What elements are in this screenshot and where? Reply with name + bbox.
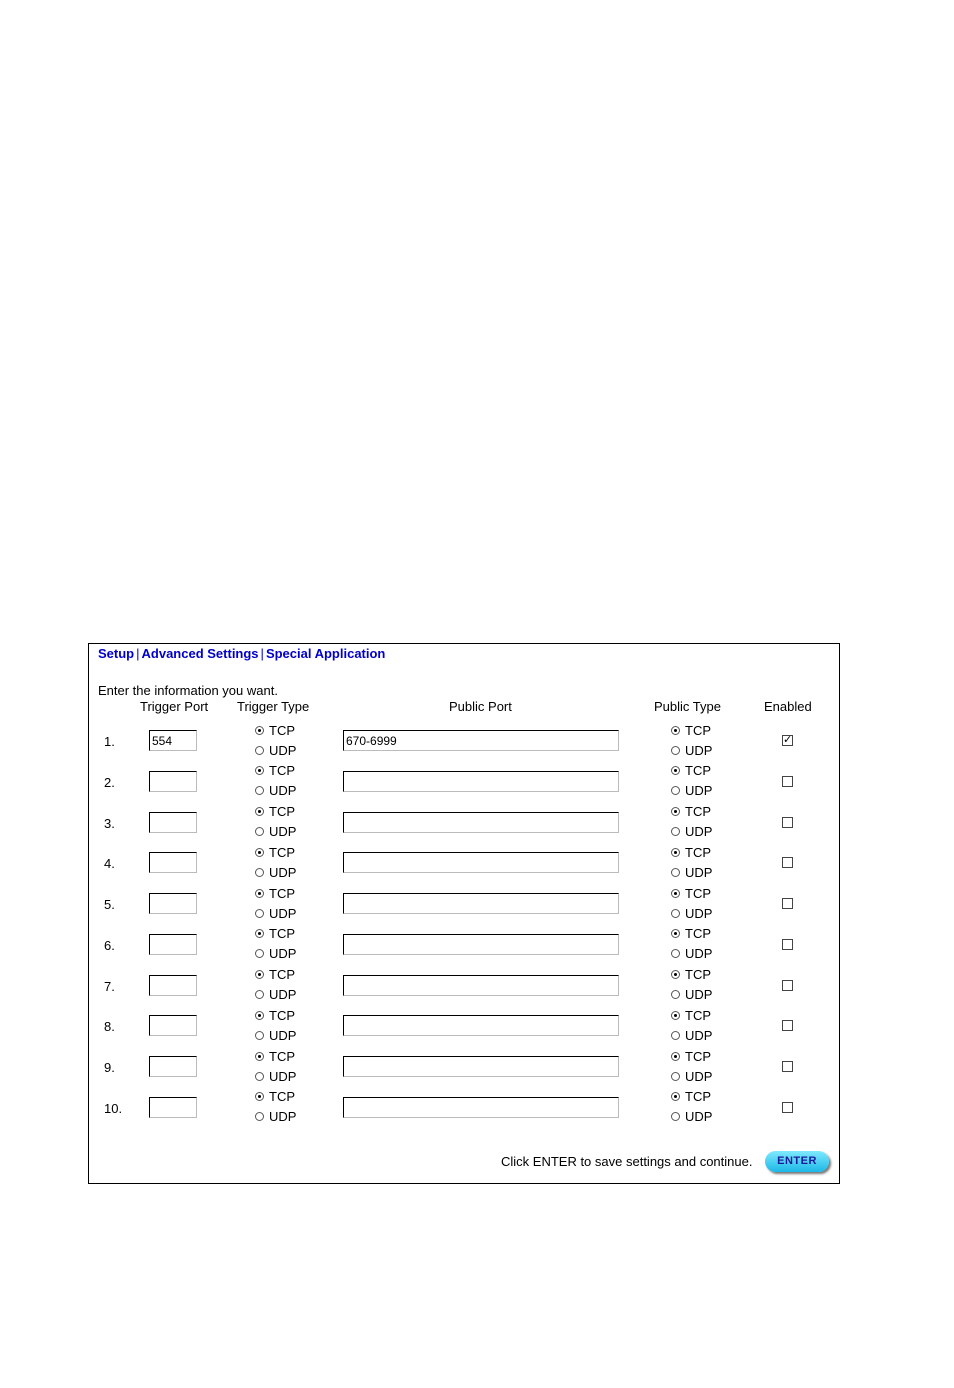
public-type-udp-radio[interactable] xyxy=(671,1068,712,1084)
header-enabled: Enabled xyxy=(764,699,812,714)
table-row xyxy=(89,924,841,965)
row-index: 7. xyxy=(104,978,115,994)
trigger-port-input[interactable] xyxy=(149,730,197,751)
table-row xyxy=(89,802,841,843)
radio-circle-icon[interactable] xyxy=(255,1112,264,1121)
radio-circle-icon[interactable] xyxy=(255,1092,264,1101)
radio-label: TCP xyxy=(685,967,711,982)
radio-label: TCP xyxy=(685,1089,711,1105)
trigger-type-tcp-radio[interactable] xyxy=(255,804,295,820)
radio-circle-icon[interactable] xyxy=(671,929,680,938)
trigger-type-tcp-radio[interactable] xyxy=(255,926,295,942)
trigger-type-udp-radio[interactable] xyxy=(255,824,296,840)
public-type-udp-radio[interactable] xyxy=(671,742,712,758)
radio-circle-icon[interactable] xyxy=(671,949,680,958)
public-type-tcp-radio[interactable] xyxy=(671,1007,711,1023)
enabled-checkbox[interactable] xyxy=(782,1102,793,1113)
radio-circle-icon[interactable] xyxy=(671,990,680,999)
row-index: 1. xyxy=(104,734,115,749)
trigger-type-tcp-radio[interactable] xyxy=(255,722,295,738)
public-port-input[interactable] xyxy=(343,975,619,996)
trigger-type-udp-radio[interactable] xyxy=(255,783,296,799)
radio-circle-icon[interactable] xyxy=(671,848,680,857)
radio-circle-icon[interactable] xyxy=(671,909,680,918)
row-index: 8. xyxy=(104,1019,115,1035)
radio-circle-icon[interactable] xyxy=(671,807,680,816)
public-type-tcp-radio[interactable] xyxy=(671,885,711,901)
trigger-type-udp-radio[interactable] xyxy=(255,946,296,962)
radio-circle-icon[interactable] xyxy=(255,889,264,898)
public-port-input[interactable] xyxy=(343,934,619,955)
radio-label: TCP xyxy=(269,804,295,819)
radio-label: UDP xyxy=(685,987,713,1002)
radio-label: UDP xyxy=(685,1027,713,1043)
radio-circle-icon[interactable] xyxy=(671,786,680,795)
radio-circle-icon[interactable] xyxy=(671,1072,680,1081)
enabled-checkbox[interactable] xyxy=(782,1020,793,1031)
radio-label: TCP xyxy=(269,1089,295,1105)
table-row xyxy=(89,761,841,802)
breadcrumb-separator: | xyxy=(260,646,264,661)
public-type-udp-radio[interactable] xyxy=(671,1027,712,1043)
radio-circle-icon[interactable] xyxy=(255,970,264,979)
trigger-type-udp-radio[interactable] xyxy=(255,1109,296,1125)
public-type-tcp-radio[interactable] xyxy=(671,1048,711,1064)
radio-circle-icon[interactable] xyxy=(671,827,680,836)
radio-circle-icon[interactable] xyxy=(255,746,264,755)
public-type-udp-radio[interactable] xyxy=(671,1109,712,1125)
breadcrumb-special-application-link[interactable]: Special Application xyxy=(265,646,386,661)
radio-label: TCP xyxy=(685,885,711,901)
radio-circle-icon[interactable] xyxy=(255,929,264,938)
radio-circle-icon[interactable] xyxy=(671,1052,680,1061)
public-type-tcp-radio[interactable] xyxy=(671,763,711,779)
trigger-type-udp-radio[interactable] xyxy=(255,864,296,880)
radio-label: UDP xyxy=(685,783,713,799)
header-public-type: Public Type xyxy=(654,699,721,714)
radio-circle-icon[interactable] xyxy=(255,1072,264,1081)
radio-label: TCP xyxy=(269,1048,295,1064)
trigger-type-tcp-radio[interactable] xyxy=(255,844,295,860)
trigger-port-input[interactable] xyxy=(149,893,197,914)
public-type-udp-radio[interactable] xyxy=(671,783,712,799)
radio-label: TCP xyxy=(685,1007,711,1023)
row-index: 9. xyxy=(104,1060,115,1075)
breadcrumb xyxy=(98,646,385,661)
radio-circle-icon[interactable] xyxy=(255,868,264,877)
radio-circle-icon[interactable] xyxy=(671,1011,680,1020)
instructions-text: Enter the information you want. xyxy=(98,683,278,698)
row-index: 3. xyxy=(104,815,115,831)
table-row xyxy=(89,1005,841,1046)
radio-circle-icon[interactable] xyxy=(255,726,264,735)
public-type-tcp-radio[interactable] xyxy=(671,967,711,983)
row-index: 2. xyxy=(104,774,115,790)
table-row xyxy=(89,842,841,883)
public-port-input[interactable] xyxy=(343,730,619,751)
radio-label: UDP xyxy=(685,1068,713,1084)
radio-label: TCP xyxy=(269,926,295,942)
row-index: 4. xyxy=(104,856,115,872)
radio-circle-icon[interactable] xyxy=(671,726,680,735)
radio-label: UDP xyxy=(269,1068,297,1084)
breadcrumb-setup-link[interactable]: Setup xyxy=(98,646,135,661)
trigger-type-udp-radio[interactable] xyxy=(255,742,296,758)
header-public-port: Public Port xyxy=(449,699,512,714)
trigger-type-tcp-radio[interactable] xyxy=(255,885,295,901)
table-row xyxy=(89,720,841,761)
trigger-port-input[interactable] xyxy=(149,852,197,873)
radio-label: UDP xyxy=(269,742,297,758)
radio-label: UDP xyxy=(269,1027,297,1043)
public-type-tcp-radio[interactable] xyxy=(671,804,711,820)
enabled-checkbox[interactable] xyxy=(782,898,793,909)
radio-label: UDP xyxy=(685,864,713,880)
radio-label: TCP xyxy=(269,763,295,779)
radio-circle-icon[interactable] xyxy=(255,766,264,775)
trigger-type-tcp-radio[interactable] xyxy=(255,1089,295,1105)
header-trigger-port: Trigger Port xyxy=(140,699,209,714)
trigger-type-udp-radio[interactable] xyxy=(255,987,296,1003)
public-type-udp-radio[interactable] xyxy=(671,946,712,962)
public-port-input[interactable] xyxy=(343,771,619,792)
radio-label: UDP xyxy=(269,905,297,921)
radio-label: TCP xyxy=(685,722,711,738)
trigger-port-input[interactable] xyxy=(149,771,197,792)
trigger-port-input[interactable] xyxy=(149,812,197,833)
breadcrumb-separator: | xyxy=(136,646,140,661)
radio-label: TCP xyxy=(269,967,295,982)
enabled-checkbox[interactable] xyxy=(782,857,793,868)
trigger-type-udp-radio[interactable] xyxy=(255,905,296,921)
radio-label: TCP xyxy=(685,844,711,860)
table-row xyxy=(89,883,841,924)
table-row xyxy=(89,965,841,1006)
breadcrumb-advanced-settings-link[interactable]: Advanced Settings xyxy=(141,646,259,661)
radio-circle-icon[interactable] xyxy=(255,827,264,836)
row-index: 5. xyxy=(104,897,115,912)
radio-label: UDP xyxy=(269,864,297,880)
public-port-input[interactable] xyxy=(343,812,619,833)
radio-label: TCP xyxy=(269,844,295,860)
radio-circle-icon[interactable] xyxy=(671,1031,680,1040)
trigger-type-tcp-radio[interactable] xyxy=(255,1007,295,1023)
enabled-checkbox[interactable] xyxy=(782,980,793,991)
trigger-type-udp-radio[interactable] xyxy=(255,1068,296,1084)
trigger-port-input[interactable] xyxy=(149,1056,197,1077)
trigger-port-input[interactable] xyxy=(149,1097,197,1118)
public-port-input[interactable] xyxy=(343,893,619,914)
public-type-udp-radio[interactable] xyxy=(671,905,712,921)
enabled-checkbox[interactable] xyxy=(782,817,793,828)
trigger-port-input[interactable] xyxy=(149,975,197,996)
radio-circle-icon[interactable] xyxy=(255,909,264,918)
enabled-checkbox[interactable] xyxy=(782,939,793,950)
trigger-port-input[interactable] xyxy=(149,1015,197,1036)
radio-circle-icon[interactable] xyxy=(255,949,264,958)
radio-label: UDP xyxy=(269,946,297,962)
public-port-input[interactable] xyxy=(343,852,619,873)
radio-label: TCP xyxy=(685,763,711,779)
radio-label: UDP xyxy=(685,742,713,758)
trigger-port-input[interactable] xyxy=(149,934,197,955)
radio-circle-icon[interactable] xyxy=(671,970,680,979)
radio-circle-icon[interactable] xyxy=(255,990,264,999)
radio-circle-icon[interactable] xyxy=(255,1011,264,1020)
public-port-input[interactable] xyxy=(343,1097,619,1118)
special-application-panel xyxy=(88,643,840,1184)
trigger-type-udp-radio[interactable] xyxy=(255,1027,296,1043)
radio-circle-icon[interactable] xyxy=(255,1031,264,1040)
row-index: 6. xyxy=(104,937,115,953)
radio-label: UDP xyxy=(269,783,297,799)
enabled-checkbox[interactable] xyxy=(782,776,793,787)
trigger-type-tcp-radio[interactable] xyxy=(255,967,295,983)
radio-label: UDP xyxy=(269,824,297,839)
header-trigger-type: Trigger Type xyxy=(237,699,310,714)
radio-circle-icon[interactable] xyxy=(255,786,264,795)
enter-button[interactable]: ENTER xyxy=(765,1151,829,1172)
enabled-checkbox[interactable]: ✓ xyxy=(783,734,793,746)
radio-label: UDP xyxy=(269,1109,297,1125)
radio-circle-icon[interactable] xyxy=(671,1092,680,1101)
radio-label: TCP xyxy=(685,926,711,942)
enabled-checkbox[interactable] xyxy=(782,1061,793,1072)
radio-label: TCP xyxy=(269,885,295,901)
public-type-tcp-radio[interactable] xyxy=(671,722,711,738)
public-type-udp-radio[interactable] xyxy=(671,987,712,1003)
radio-label: UDP xyxy=(685,824,713,839)
table-row xyxy=(89,1087,841,1128)
radio-label: UDP xyxy=(685,905,713,921)
radio-circle-icon[interactable] xyxy=(671,868,680,877)
radio-circle-icon[interactable] xyxy=(255,848,264,857)
radio-label: TCP xyxy=(685,1048,711,1064)
trigger-type-tcp-radio[interactable] xyxy=(255,1048,295,1064)
public-type-tcp-radio[interactable] xyxy=(671,1089,711,1105)
radio-label: UDP xyxy=(269,987,297,1002)
public-type-tcp-radio[interactable] xyxy=(671,844,711,860)
radio-circle-icon[interactable] xyxy=(671,746,680,755)
radio-label: TCP xyxy=(269,1007,295,1023)
save-instructions-text: Click ENTER to save settings and continue. xyxy=(501,1154,753,1169)
trigger-type-tcp-radio[interactable] xyxy=(255,763,295,779)
table-row xyxy=(89,1046,841,1087)
radio-label: TCP xyxy=(269,722,295,738)
radio-circle-icon[interactable] xyxy=(671,1112,680,1121)
radio-label: TCP xyxy=(685,804,711,819)
radio-label: UDP xyxy=(685,946,713,962)
public-type-udp-radio[interactable] xyxy=(671,824,712,840)
radio-circle-icon[interactable] xyxy=(671,889,680,898)
public-type-tcp-radio[interactable] xyxy=(671,926,711,942)
row-index: 10. xyxy=(104,1100,123,1116)
public-port-input[interactable] xyxy=(343,1015,619,1036)
radio-circle-icon[interactable] xyxy=(255,1052,264,1061)
radio-label: UDP xyxy=(685,1109,713,1125)
public-port-input[interactable] xyxy=(343,1056,619,1077)
radio-circle-icon[interactable] xyxy=(255,807,264,816)
public-type-udp-radio[interactable] xyxy=(671,864,712,880)
radio-circle-icon[interactable] xyxy=(671,766,680,775)
